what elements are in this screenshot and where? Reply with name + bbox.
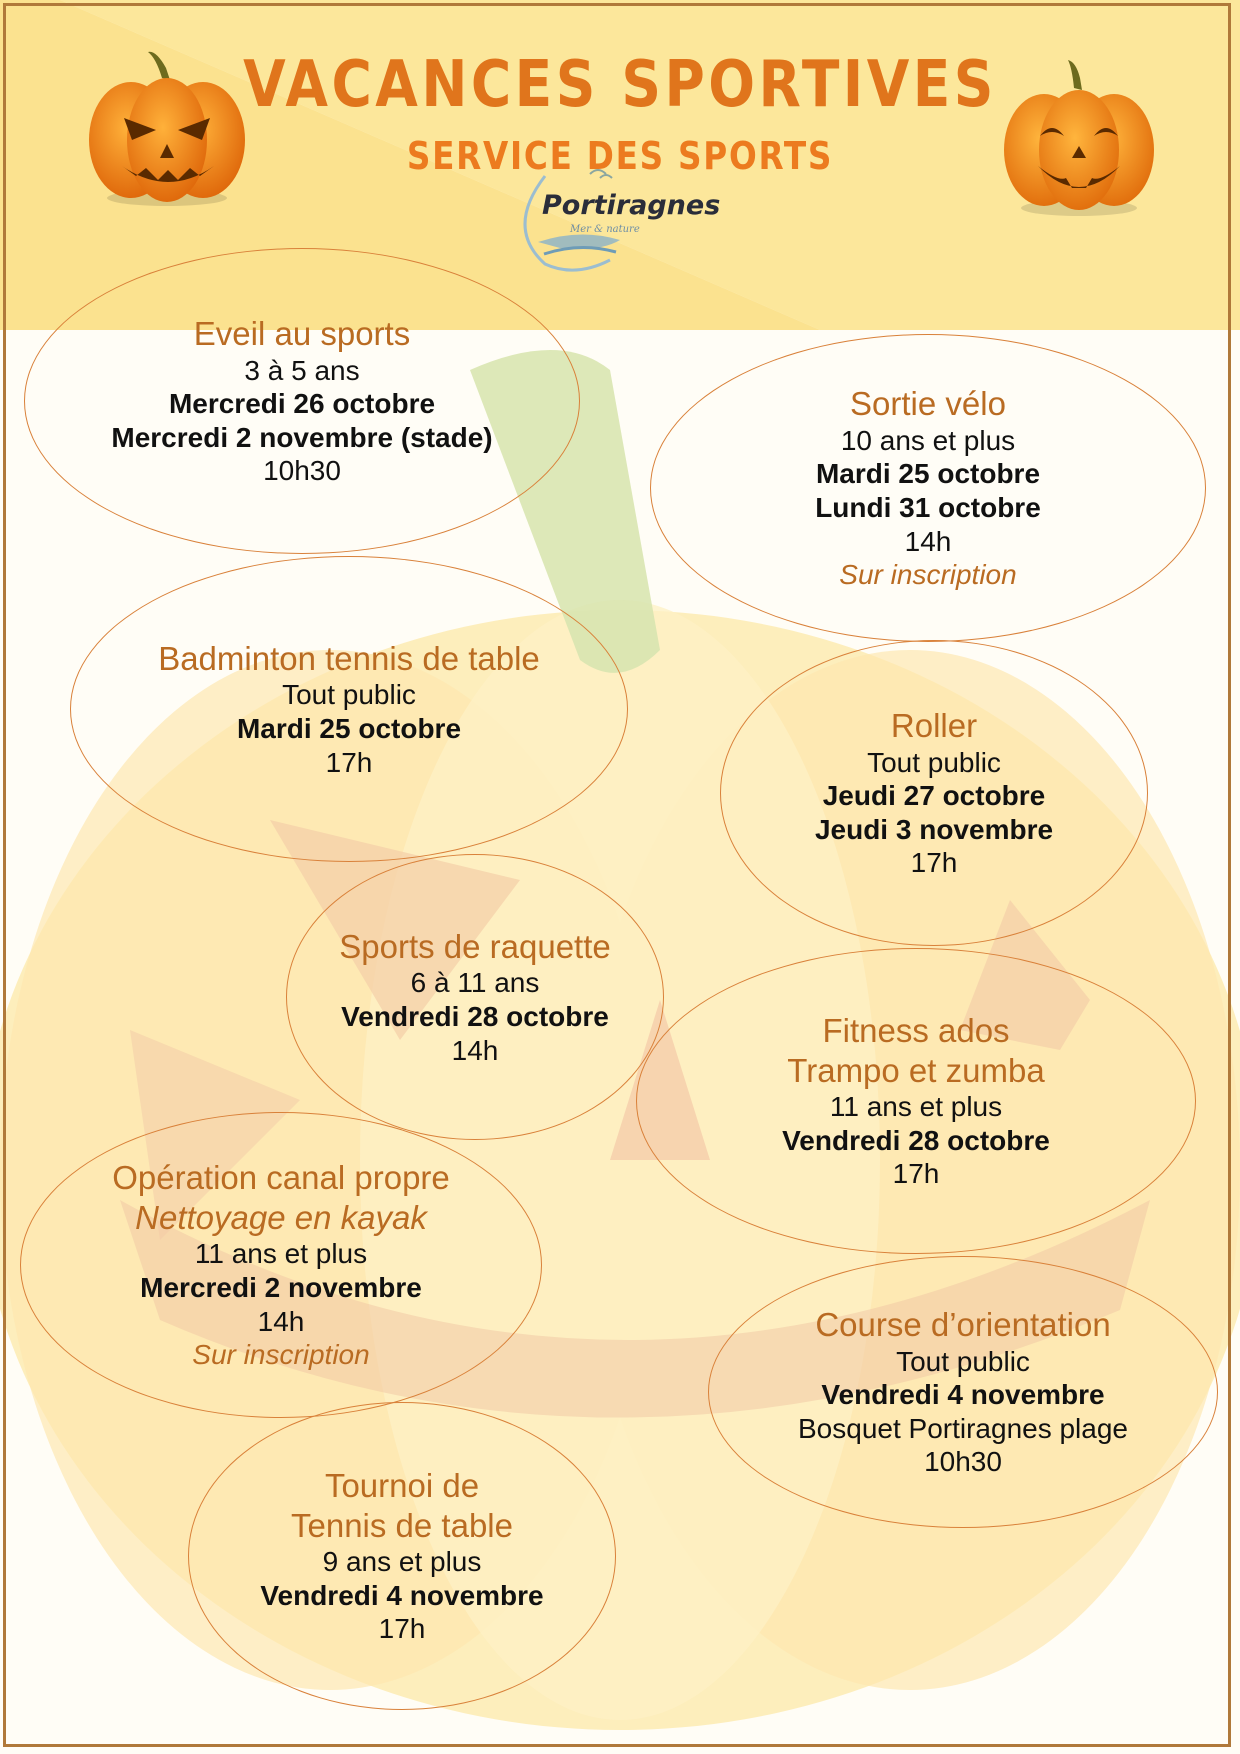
activity-date: Vendredi 4 novembre <box>821 1379 1105 1411</box>
activity-age: 11 ans et plus <box>194 1238 368 1270</box>
activity-age: 6 à 11 ans <box>410 967 540 999</box>
activity-title: Tournoi de <box>324 1467 480 1505</box>
activity-time: 17h <box>892 1158 940 1190</box>
activity-subtitle: Tennis de table <box>291 1506 513 1544</box>
activity-tournoi-tennis-de-table <box>188 1402 616 1710</box>
activity-age: Tout public <box>896 1345 1030 1377</box>
activity-age: 11 ans et plus <box>829 1091 1003 1123</box>
activity-time: 14h <box>451 1034 499 1066</box>
activity-date: Vendredi 28 octobre <box>341 1001 609 1032</box>
page-subtitle: SERVICE DES SPORTS <box>406 134 834 178</box>
activity-title: Course d’orientation <box>815 1306 1111 1344</box>
activity-date: Mardi 25 octobre <box>815 458 1041 490</box>
activity-eveil-au-sports <box>24 248 580 554</box>
activity-time: 17h <box>325 746 373 778</box>
page-title: VACANCES SPORTIVES <box>243 48 997 122</box>
activity-date: Mercredi 2 novembre (stade) <box>111 421 493 453</box>
activity-date: Jeudi 3 novembre <box>814 813 1054 845</box>
registration-note: Sur inscription <box>192 1339 370 1371</box>
activity-title: Opération canal propre <box>112 1159 450 1197</box>
activity-date: Mercredi 26 octobre <box>168 388 436 420</box>
activity-subtitle: Trampo et zumba <box>787 1051 1045 1089</box>
logo-name: Portiragnes <box>542 190 721 221</box>
activity-fitness-ados <box>636 948 1196 1254</box>
activity-title: Eveil au sports <box>193 315 411 353</box>
activity-badminton-tennis-de-table <box>70 556 628 862</box>
activity-time: 17h <box>378 1613 426 1645</box>
activity-time: 14h <box>904 525 952 557</box>
activity-age: 10 ans et plus <box>840 424 1016 456</box>
activity-age: Tout public <box>282 679 416 711</box>
activity-time: 17h <box>910 847 958 879</box>
registration-note: Sur inscription <box>839 559 1017 591</box>
activity-title: Badminton tennis de table <box>158 639 540 677</box>
logo-tagline: Mer & nature <box>570 224 640 235</box>
activity-age: 3 à 5 ans <box>244 354 360 386</box>
activity-location: Bosquet Portiragnes plage <box>798 1412 1128 1444</box>
activity-age: Tout public <box>867 746 1001 778</box>
activity-time: 14h <box>257 1305 305 1337</box>
activity-date: Mardi 25 octobre <box>236 713 462 744</box>
activity-course-d-orientation <box>708 1256 1218 1528</box>
activity-date: Vendredi 4 novembre <box>260 1579 544 1611</box>
activity-time: 10h30 <box>263 455 341 487</box>
activity-subtitle: Nettoyage en kayak <box>135 1198 427 1236</box>
activity-operation-canal-propre <box>20 1112 542 1418</box>
activity-date: Jeudi 27 octobre <box>822 780 1046 812</box>
activity-title: Sortie vélo <box>850 385 1006 423</box>
portiragnes-logo <box>520 168 740 278</box>
activity-sortie-velo <box>650 334 1206 642</box>
activity-roller <box>720 640 1148 946</box>
logo-waves-icon <box>520 168 740 278</box>
activity-title: Roller <box>890 707 978 745</box>
activity-title: Fitness ados <box>822 1012 1010 1050</box>
activity-date: Vendredi 28 octobre <box>782 1124 1050 1156</box>
activity-time: 10h30 <box>924 1446 1002 1478</box>
activity-title: Sports de raquette <box>339 927 611 965</box>
activity-sports-de-raquette <box>286 854 664 1140</box>
activity-date: Lundi 31 octobre <box>815 492 1041 523</box>
activity-age: 9 ans et plus <box>322 1546 482 1578</box>
activity-date: Mercredi 2 novembre <box>140 1272 422 1303</box>
